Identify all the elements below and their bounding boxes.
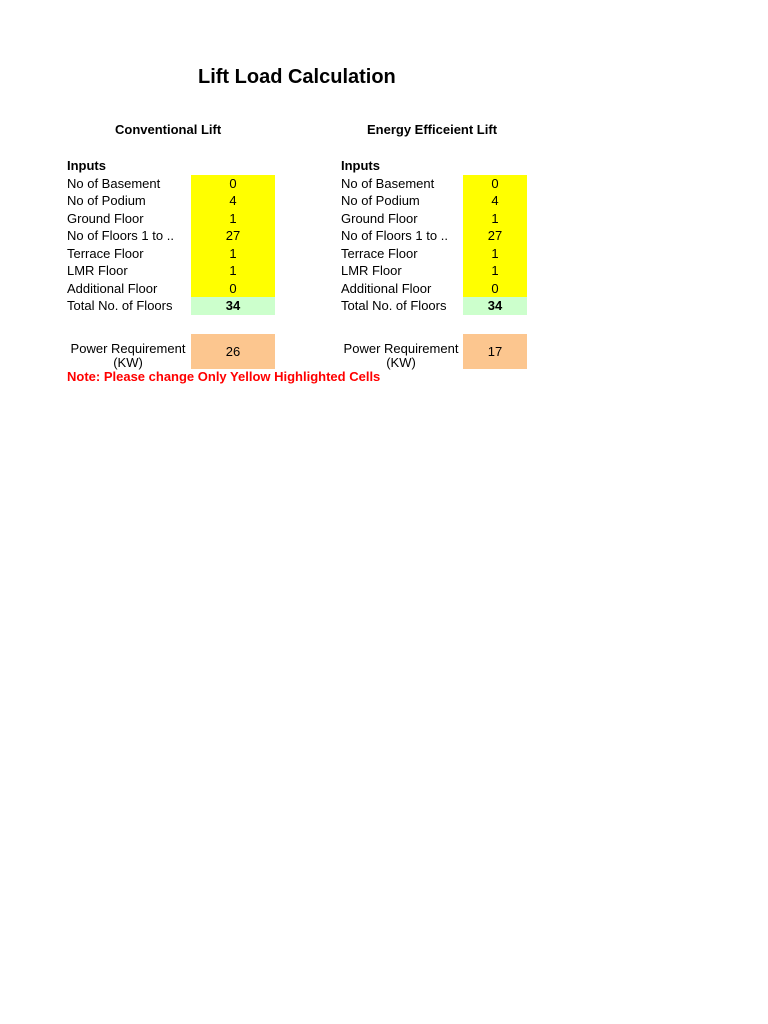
total-floors-cell: 34 xyxy=(191,297,275,315)
floors-input-cell[interactable]: 27 xyxy=(463,227,527,245)
table-row xyxy=(341,175,527,193)
power-requirement-label xyxy=(341,342,461,370)
total-row xyxy=(341,297,527,315)
conventional-lift-table xyxy=(67,157,275,315)
row-label: No of Podium xyxy=(341,193,420,208)
table-row xyxy=(67,280,275,298)
energy-efficient-lift-table xyxy=(341,157,527,315)
total-label: Total No. of Floors xyxy=(67,298,173,313)
row-label: No of Podium xyxy=(67,193,146,208)
floors-input-cell[interactable]: 27 xyxy=(191,227,275,245)
conventional-lift-heading: Conventional Lift xyxy=(115,122,222,137)
power-requirement-value: 26 xyxy=(191,334,275,369)
row-label: LMR Floor xyxy=(67,263,128,278)
inputs-header-row xyxy=(67,157,275,175)
table-row xyxy=(341,227,527,245)
row-label: LMR Floor xyxy=(341,263,402,278)
table-row xyxy=(341,210,527,228)
terrace-floor-input-cell[interactable]: 1 xyxy=(191,245,275,263)
table-row xyxy=(341,280,527,298)
efficient-power-section xyxy=(341,342,527,370)
row-label: Additional Floor xyxy=(341,280,432,296)
table-row xyxy=(67,175,275,193)
energy-efficient-lift-heading: Energy Efficeient Lift xyxy=(367,122,498,137)
row-label: Ground Floor xyxy=(67,210,144,226)
power-label-line: Power Requirement xyxy=(70,341,186,356)
page-title: Lift Load Calculation xyxy=(198,66,396,88)
additional-floor-input-cell[interactable]: 0 xyxy=(463,280,527,298)
table-row xyxy=(67,227,275,245)
row-label: Terrace Floor xyxy=(341,245,418,261)
power-label-line: Power Requirement xyxy=(343,341,459,356)
table-row xyxy=(67,192,275,210)
note-text: Note: Please change Only Yellow Highlighted Cells xyxy=(67,369,381,384)
power-requirement-value: 17 xyxy=(463,334,527,369)
inputs-label: Inputs xyxy=(67,158,106,173)
row-label: Additional Floor xyxy=(67,280,158,296)
row-label: No of Basement xyxy=(341,175,435,191)
total-row xyxy=(67,297,275,315)
terrace-floor-input-cell[interactable]: 1 xyxy=(463,245,527,263)
ground-floor-input-cell[interactable]: 1 xyxy=(463,210,527,228)
total-floors-cell: 34 xyxy=(463,297,527,315)
lmr-floor-input-cell[interactable]: 1 xyxy=(191,262,275,280)
ground-floor-input-cell[interactable]: 1 xyxy=(191,210,275,228)
basement-input-cell[interactable]: 0 xyxy=(191,175,275,193)
table-row xyxy=(67,210,275,228)
basement-input-cell[interactable]: 0 xyxy=(463,175,527,193)
table-row xyxy=(67,262,275,280)
total-label: Total No. of Floors xyxy=(341,298,447,313)
conventional-power-section xyxy=(67,342,275,370)
table-row xyxy=(341,192,527,210)
table-row xyxy=(341,245,527,263)
inputs-header-row xyxy=(341,157,527,175)
table-row xyxy=(341,262,527,280)
row-label: No of Floors 1 to .. xyxy=(341,228,448,243)
additional-floor-input-cell[interactable]: 0 xyxy=(191,280,275,298)
lmr-floor-input-cell[interactable]: 1 xyxy=(463,262,527,280)
row-label: No of Floors 1 to .. xyxy=(67,228,174,243)
row-label: No of Basement xyxy=(67,175,161,191)
podium-input-cell[interactable]: 4 xyxy=(463,192,527,210)
inputs-label: Inputs xyxy=(341,158,380,173)
table-row xyxy=(67,245,275,263)
row-label: Terrace Floor xyxy=(67,245,144,261)
podium-input-cell[interactable]: 4 xyxy=(191,192,275,210)
power-unit-label: (KW) xyxy=(386,355,416,370)
row-label: Ground Floor xyxy=(341,210,418,226)
power-requirement-label xyxy=(67,342,189,370)
power-unit-label: (KW) xyxy=(113,355,143,370)
